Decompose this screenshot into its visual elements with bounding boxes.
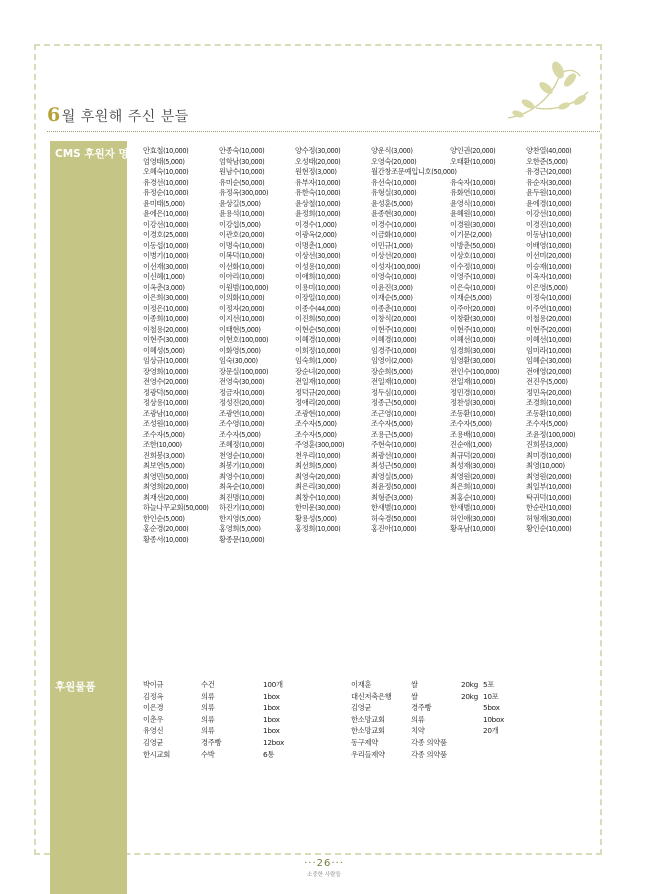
goods-cell: 1box — [263, 714, 280, 724]
donor-entry: 이강선(10,000) — [526, 209, 572, 218]
donor-entry: 이상호(10,000) — [450, 251, 496, 260]
donor-entry: 이혜선(10,000) — [526, 335, 572, 344]
donor-entry: 이태현(5,000) — [219, 324, 261, 334]
goods-cell: 김정옥 — [143, 691, 164, 701]
donor-entry: 이은영(5,000) — [526, 282, 568, 292]
donor-entry: 조혜정(10,000) — [219, 440, 265, 449]
goods-cell: 유영신 — [143, 726, 164, 736]
donor-entry: 정성진(20,000) — [219, 398, 265, 407]
goods-row — [143, 702, 563, 714]
donor-entry: 정민옥(20,000) — [526, 387, 572, 397]
donor-entry: 오태환(10,000) — [450, 156, 496, 166]
donor-entry: 이경수(1,000) — [295, 219, 337, 229]
donor-entry: 이종춘(10,000) — [371, 303, 417, 313]
donor-entry: 조수자(5,000) — [219, 429, 261, 439]
donor-entry: 조동환(10,000) — [450, 408, 496, 418]
donor-entry: 이현주(10,000) — [371, 324, 417, 334]
goods-cell: 한소망교회 — [351, 726, 385, 736]
goods-cell: 이춘우 — [143, 714, 164, 724]
donor-entry: 이지선(10,000) — [219, 314, 265, 323]
donor-entry: 정민경(10,000) — [450, 387, 496, 397]
donor-entry: 이혜성(5,000) — [143, 345, 185, 355]
donor-entry — [450, 535, 526, 546]
donor-entry: 황종서(10,000) — [143, 534, 189, 544]
donor-entry: 최영(10,000) — [526, 461, 565, 470]
donor-entry: 한인순(5,000) — [143, 513, 185, 523]
donor-entry: 윤성훈(5,000) — [371, 198, 413, 208]
goods-cell: 한시교회 — [143, 749, 170, 759]
donor-entry: 이배영(10,000) — [526, 240, 572, 250]
donor-entry: 전일재(10,000) — [450, 377, 496, 386]
donor-entry: 조용근(5,000) — [371, 429, 413, 439]
donor-entry: 오한준(5,000) — [526, 156, 568, 166]
goods-cell: 치약 — [411, 726, 425, 736]
donor-entry: 한새별(10,000) — [450, 503, 496, 512]
donor-entry: 전영숙(30,000) — [219, 377, 265, 386]
donor-entry: 최성재(30,000) — [450, 461, 496, 470]
donor-entry: 이장일(10,000) — [295, 293, 341, 302]
donor-entry: 이상선(30,000) — [295, 251, 341, 260]
donor-entry: 최봉기(10,000) — [219, 461, 265, 470]
donor-entry: 이은숙(10,000) — [450, 282, 496, 292]
donor-entry: 이정숙(10,000) — [526, 293, 572, 302]
donor-entry: 원현정(3,000) — [295, 167, 337, 176]
donor-entry: 최영수(10,000) — [219, 471, 265, 481]
donor-entry: 하늘나무교회(50,000) — [143, 503, 209, 512]
donor-entry: 임혜순(30,000) — [526, 356, 572, 365]
donor-entry: 이용미(10,000) — [295, 282, 341, 292]
donor-entry: 정상용(10,000) — [143, 398, 189, 407]
donor-entry: 윤에경(10,000) — [526, 198, 572, 208]
donor-entry: 임경주(10,000) — [371, 345, 417, 355]
donor-entry: 임숙희(1,000) — [295, 356, 337, 365]
goods-row — [143, 737, 563, 749]
goods-cell — [483, 749, 541, 761]
donor-entry: 유경근(20,000) — [526, 167, 572, 176]
donor-entry: 원남수(10,000) — [219, 167, 265, 176]
donor-entry: 이승재(10,000) — [526, 261, 572, 271]
donor-entry: 최형준(3,000) — [371, 492, 413, 502]
donor-entry: 이옥자(10,000) — [526, 272, 572, 281]
donor-entry: 장문실(100,000) — [219, 366, 269, 376]
donor-entry: 조용배(10,000) — [450, 429, 496, 439]
donor-entry: 최영원(20,000) — [526, 471, 572, 481]
donor-entry: 진순애(1,000) — [450, 440, 492, 449]
donor-entry: 안종숙(10,000) — [219, 146, 265, 155]
goods-cell — [461, 714, 483, 726]
donor-entry: 이재순(5,000) — [371, 293, 413, 302]
donor-entry: 조한(10,000) — [143, 440, 182, 449]
donor-entry: 이진희(50,000) — [295, 314, 341, 323]
donor-entry: 한새별(10,000) — [371, 503, 417, 512]
donor-entry: 윤종현(30,000) — [371, 209, 417, 218]
donor-entry: 이철용(20,000) — [526, 314, 572, 323]
goods-cell: 1box — [263, 691, 280, 701]
donor-entry: 이성용(10,000) — [295, 261, 341, 271]
leaf-ornament-icon — [498, 56, 593, 128]
donor-entry: 조수자(5,000) — [371, 419, 413, 428]
donor-entry: 오성태(20,000) — [295, 156, 341, 166]
donor-entry: 정찬성(30,000) — [450, 398, 496, 407]
donor-entry: 홍순경(20,000) — [143, 524, 189, 533]
donor-entry: 최영숙(20,000) — [295, 471, 341, 481]
donor-entry: 양찬열(40,000) — [526, 146, 572, 155]
donated-goods-table — [143, 679, 563, 760]
donor-entry: 이경원(30,000) — [450, 219, 496, 229]
donor-entry: 이은희(30,000) — [143, 293, 189, 302]
page-footer — [296, 858, 352, 878]
donor-entry: 이경호(25,000) — [143, 230, 189, 239]
donor-entry: 최영원(20,000) — [450, 471, 496, 481]
donor-entry: 이창식(20,000) — [371, 314, 417, 323]
goods-cell — [461, 702, 483, 714]
donor-entry: 전인수(100,000) — [450, 366, 500, 376]
donor-entry: 유미순(50,000) — [219, 177, 265, 187]
goods-cell: 의류 — [201, 726, 215, 736]
donor-entry: 허숙경(50,000) — [371, 513, 417, 523]
donor-entry: 최영민(50,000) — [143, 471, 189, 481]
donor-entry: 이현호(100,000) — [219, 335, 269, 344]
donor-entry: 임영이(2,000) — [371, 356, 413, 365]
donor-entry: 이주연(10,000) — [526, 303, 572, 313]
donor-entry: 홍영희(5,000) — [219, 524, 261, 533]
goods-cell: 이재훈 — [351, 680, 372, 689]
donor-entry: 유부자(10,000) — [295, 177, 341, 187]
donor-entry: 임경희(30,000) — [450, 345, 496, 355]
goods-cell: 우리들제약 — [351, 749, 385, 759]
donor-entry: 이창환(30,000) — [450, 314, 496, 323]
donor-entry: 전일재(10,000) — [295, 377, 341, 386]
donor-entry: 이옥춘(3,000) — [143, 282, 185, 292]
donor-entry: 엄영태(5,000) — [143, 156, 185, 166]
donor-entry: 이윤진(3,000) — [371, 282, 413, 292]
donor-entry — [295, 535, 371, 546]
donor-entry: 최창수(10,000) — [295, 492, 341, 502]
donor-entry: 조근영(10,000) — [371, 408, 417, 418]
goods-cell: 대신저축은행 — [351, 691, 392, 701]
donor-entry: 허인애(30,000) — [450, 513, 496, 523]
donor-entry: 이기문(2,000) — [450, 230, 492, 239]
donor-entry: 이희정(10,000) — [295, 345, 341, 355]
donor-entry: 이의화(10,000) — [219, 293, 265, 302]
donor-entry: 천우리(10,000) — [295, 450, 341, 460]
goods-cell: 100개 — [263, 680, 283, 689]
donor-entry: 정종근(50,000) — [371, 398, 417, 407]
donor-entry: 탁귀덕(10,000) — [526, 492, 572, 502]
donor-entry: 한순란(10,000) — [526, 503, 572, 512]
donor-entry: 이동섭(10,000) — [143, 240, 189, 250]
donor-entry: 이정은(10,000) — [143, 303, 189, 313]
title-text: 월 후원해 주신 분들 — [61, 109, 189, 125]
donor-entry: 한지영(5,000) — [219, 513, 261, 523]
goods-row — [143, 679, 563, 691]
goods-cell: 의류 — [201, 703, 215, 713]
cms-donors-label: CMS 후원자 명단 — [55, 148, 139, 160]
donor-entry: 황옥남(10,000) — [450, 524, 496, 533]
donor-entry: 윤에은(10,000) — [143, 209, 189, 218]
donor-entry: 조윤정(100,000) — [526, 429, 576, 439]
donor-entry: 이성자(100,000) — [371, 261, 421, 271]
goods-cell — [483, 737, 541, 749]
goods-cell: 각종 의약품 — [411, 737, 447, 747]
donor-entry: 유한숙(10,000) — [295, 188, 341, 197]
donor-entry: 황종문(10,000) — [219, 534, 265, 544]
goods-cell: 5포 — [483, 680, 495, 689]
donor-entry: 이현순(50,000) — [295, 324, 341, 334]
donor-entry: 최영실(5,000) — [371, 471, 413, 481]
donor-entry: 이광옥(2,000) — [295, 230, 337, 239]
donor-entry: 최재선(20,000) — [143, 492, 189, 502]
donor-entry: 조동환(10,000) — [526, 408, 572, 418]
goods-row — [143, 749, 563, 761]
goods-cell: 김영균 — [351, 703, 372, 713]
donor-entry: 이수정(10,000) — [450, 261, 496, 271]
donor-entry: 전일재(10,000) — [371, 377, 417, 386]
goods-cell: 각종 의약품 — [411, 749, 447, 759]
donor-entry: 이현주(10,000) — [450, 324, 496, 334]
donor-entry: 유경선(10,000) — [143, 177, 189, 187]
donor-entry: 최영희(20,000) — [143, 482, 189, 491]
goods-cell: 20개 — [483, 726, 499, 736]
donor-entry: 이경수(10,000) — [371, 219, 417, 229]
donor-entry: 하진기(10,000) — [219, 503, 265, 512]
donor-entry: 최일부(10,000) — [526, 482, 572, 491]
goods-cell: 1box — [263, 703, 280, 713]
donor-entry: 한미운(30,000) — [295, 503, 341, 512]
goods-cell: 김영균 — [143, 737, 164, 747]
donor-entry: 허형재(30,000) — [526, 513, 572, 523]
donor-entry: 홍진아(10,000) — [371, 524, 417, 533]
donor-entry — [450, 167, 526, 178]
goods-cell — [461, 737, 483, 749]
donor-entry: 이강섭(5,000) — [219, 219, 261, 229]
donor-entry: 장순희(5,000) — [371, 366, 413, 376]
donor-entry: 이신혜(1,000) — [143, 272, 185, 281]
goods-cell: 수건 — [201, 680, 215, 689]
donor-entry: 이경진(10,000) — [526, 219, 572, 229]
donor-entry: 이선재(30,000) — [143, 261, 189, 271]
donor-entry: 정광덕(50,000) — [143, 387, 189, 397]
donor-entry: 유형실(30,000) — [371, 188, 417, 197]
goods-cell: 6통 — [263, 749, 275, 759]
donor-entry: 천영순(10,000) — [219, 450, 265, 460]
donor-entry: 이명숙(10,000) — [219, 240, 265, 250]
donor-entry: 윤상철(10,000) — [295, 198, 341, 208]
donor-entry: 최홍순(10,000) — [450, 492, 496, 502]
donor-entry: 최성근(50,000) — [371, 461, 417, 470]
donor-entry: 이철용(20,000) — [143, 324, 189, 334]
donor-entry: 이명춘(1,000) — [295, 240, 337, 250]
donor-entry: 임미라(10,000) — [526, 345, 572, 355]
donor-entry: 이상선(20,000) — [371, 251, 417, 260]
donor-entry: 정금자(10,000) — [219, 387, 265, 397]
donor-entry: 최옥순(10,000) — [219, 482, 265, 491]
donor-entry: 안효철(10,000) — [143, 146, 189, 155]
donor-entry: 윤혜원(10,000) — [450, 209, 496, 218]
donor-entry: 조수자(5,000) — [450, 419, 492, 428]
goods-cell: 의류 — [201, 714, 215, 724]
donor-entry: 조성원(10,000) — [143, 419, 189, 428]
goods-cell: 쌀 — [411, 680, 418, 689]
goods-cell: 박이규 — [143, 680, 164, 689]
donor-entry: 윤미태(5,000) — [143, 198, 185, 208]
donor-entry: 이선화(10,000) — [219, 261, 265, 271]
donor-entry: 이복덕(10,000) — [219, 251, 265, 260]
donor-entry: 진희봉(3,000) — [143, 450, 185, 460]
donor-entry: 이혜경(10,000) — [371, 335, 417, 344]
donor-entry: 이민규(1,000) — [371, 240, 413, 250]
donor-entry: 이화영(5,000) — [219, 345, 261, 355]
donor-entry: 월간창조문예입니호(50,000) — [371, 167, 457, 176]
goods-cell: 10포 — [483, 691, 499, 701]
goods-cell: 의류 — [411, 714, 425, 724]
donor-entry: 조수자(5,000) — [143, 429, 185, 439]
donor-entry: 양인권(20,000) — [450, 146, 496, 155]
donor-entry: 이영주(10,000) — [450, 272, 496, 281]
donor-entry: 이동남(10,000) — [526, 230, 572, 239]
donor-entry: 최보연(5,000) — [143, 461, 185, 470]
donated-goods-label: 후원물품 — [55, 681, 96, 693]
goods-cell: 10box — [483, 714, 504, 724]
donor-entry: 조광남(10,000) — [143, 408, 189, 418]
goods-cell: 한소망교회 — [351, 714, 385, 724]
donor-entry: 이병기(10,000) — [143, 251, 189, 260]
donor-entry: 윤영식(10,000) — [450, 198, 496, 208]
donor-entry: 유선숙(10,000) — [371, 177, 417, 187]
donor-entry: 정두심(10,000) — [371, 387, 417, 397]
goods-cell: 20kg — [461, 680, 478, 689]
donor-entry: 황인순(10,000) — [526, 524, 572, 533]
donor-entry: 이아리(10,000) — [219, 272, 265, 281]
goods-cell: 경주빵 — [411, 703, 432, 713]
goods-cell: 5box — [483, 703, 500, 713]
donor-entry: 윤정희(10,000) — [295, 209, 341, 218]
donor-entry: 조수자(5,000) — [295, 429, 337, 439]
donor-entry: 임영환(30,000) — [450, 356, 496, 365]
page-number: ···26··· — [304, 858, 344, 869]
donor-entry: 이선미(20,000) — [526, 251, 572, 260]
goods-cell — [461, 749, 483, 761]
donor-entry: 최미경(10,000) — [526, 450, 572, 460]
donor-entry: 최선희(5,000) — [295, 461, 337, 470]
donor-entry: 주영훈(300,000) — [295, 440, 345, 449]
donor-entry: 이강선(10,000) — [143, 219, 189, 229]
donor-entry: 양운식(3,000) — [371, 146, 413, 155]
goods-cell: 20kg — [461, 691, 478, 701]
donor-entry: 최은리(30,000) — [295, 482, 341, 491]
donor-entry: 오혜숙(10,000) — [143, 167, 189, 176]
goods-cell: 의류 — [201, 691, 215, 701]
donor-entry: 유숙자(10,000) — [450, 177, 496, 187]
donor-entry: 전영수(20,000) — [143, 377, 189, 386]
donor-entry: 이방춘(50,000) — [450, 240, 496, 250]
goods-cell: 12box — [263, 737, 284, 747]
donor-entry: 윤용석(10,000) — [219, 209, 265, 218]
donor-entry: 장영희(10,000) — [143, 366, 189, 376]
donor-entry: 홍정희(10,000) — [295, 524, 341, 533]
goods-cell: 쌀 — [411, 691, 418, 701]
goods-cell: 수박 — [201, 749, 215, 759]
donor-entry: 이종수(44,000) — [295, 303, 341, 313]
goods-row — [143, 714, 563, 726]
donor-entry: 이현주(30,000) — [143, 335, 189, 344]
goods-cell: 경주빵 — [201, 737, 222, 747]
page-title — [47, 104, 189, 126]
donor-list — [143, 146, 598, 545]
donor-entry: 이관호(20,000) — [219, 230, 265, 239]
goods-row — [143, 725, 563, 737]
donor-entry: 이혜경(10,000) — [295, 335, 341, 344]
goods-cell: 동구제약 — [351, 737, 378, 747]
donor-entry: 전애영(20,000) — [526, 366, 572, 376]
donor-entry: 이혜선(10,000) — [450, 335, 496, 344]
donor-entry: 이재순(5,000) — [450, 293, 492, 302]
donor-entry: 임상규(10,000) — [143, 356, 189, 365]
donor-entry: 조광현(10,000) — [295, 408, 341, 418]
donor-entry: 임숙(30,000) — [219, 356, 258, 365]
donor-entry: 윤상길(5,000) — [219, 198, 261, 208]
donor-entry: 조수자(5,000) — [526, 419, 568, 428]
donor-entry: 최진명(10,000) — [219, 492, 265, 502]
donor-entry: 조경희(10,000) — [526, 398, 572, 407]
donor-entry: 최윤정(50,000) — [371, 482, 417, 491]
donor-entry: 유순자(30,000) — [526, 177, 572, 187]
donor-entry: 정애리(20,000) — [295, 398, 341, 407]
donor-entry: 유정옥(300,000) — [219, 188, 269, 197]
donor-entry: 이현주(20,000) — [526, 324, 572, 334]
donor-entry: 이주아(20,000) — [450, 303, 496, 313]
donor-entry: 이금화(10,000) — [371, 230, 417, 239]
donor-entry: 진희봉(3,000) — [526, 440, 568, 449]
donor-entry: 이원범(100,000) — [219, 282, 269, 292]
donor-entry: 정덕규(20,000) — [295, 387, 341, 397]
donor-entry: 이종희(10,000) — [143, 314, 189, 323]
donor-entry: 조광연(10,000) — [219, 408, 265, 418]
donor-entry: 황용성(5,000) — [295, 513, 337, 523]
donor-entry: 이영숙(10,000) — [371, 272, 417, 281]
donor-entry: 전진우(5,000) — [526, 377, 568, 386]
donor-entry: 최광선(10,000) — [371, 450, 417, 460]
donor-entry: 조수자(5,000) — [295, 419, 337, 428]
goods-cell: 이은경 — [143, 703, 164, 713]
donor-entry — [371, 535, 450, 546]
donor-entry: 이애희(10,000) — [295, 272, 341, 281]
donor-entry: 최은희(10,000) — [450, 482, 496, 491]
donor-entry: 유정순(10,000) — [143, 188, 189, 197]
donor-entry: 이정자(20,000) — [219, 303, 265, 313]
title-month: 6 — [47, 104, 61, 126]
donor-entry: 장순녀(20,000) — [295, 366, 341, 376]
goods-cell — [461, 725, 483, 737]
donor-entry: 윤두원(10,000) — [526, 188, 572, 197]
left-accent-bar — [50, 141, 127, 894]
donor-entry: 엄학남(30,000) — [219, 156, 265, 166]
donor-entry: 오영숙(20,000) — [371, 156, 417, 166]
donor-entry: 최규덕(20,000) — [450, 450, 496, 460]
goods-cell: 1box — [263, 726, 280, 736]
donor-entry: 유화연(10,000) — [450, 188, 496, 197]
donor-entry: 조수영(10,000) — [219, 419, 265, 428]
donor-entry — [526, 535, 598, 546]
goods-row — [143, 691, 563, 703]
donor-entry: 주현숙(10,000) — [371, 440, 417, 449]
title-divider — [47, 131, 600, 132]
donor-entry: 양수정(30,000) — [295, 146, 341, 155]
page-footer-subtitle: 소중한 사람들 — [307, 872, 341, 878]
